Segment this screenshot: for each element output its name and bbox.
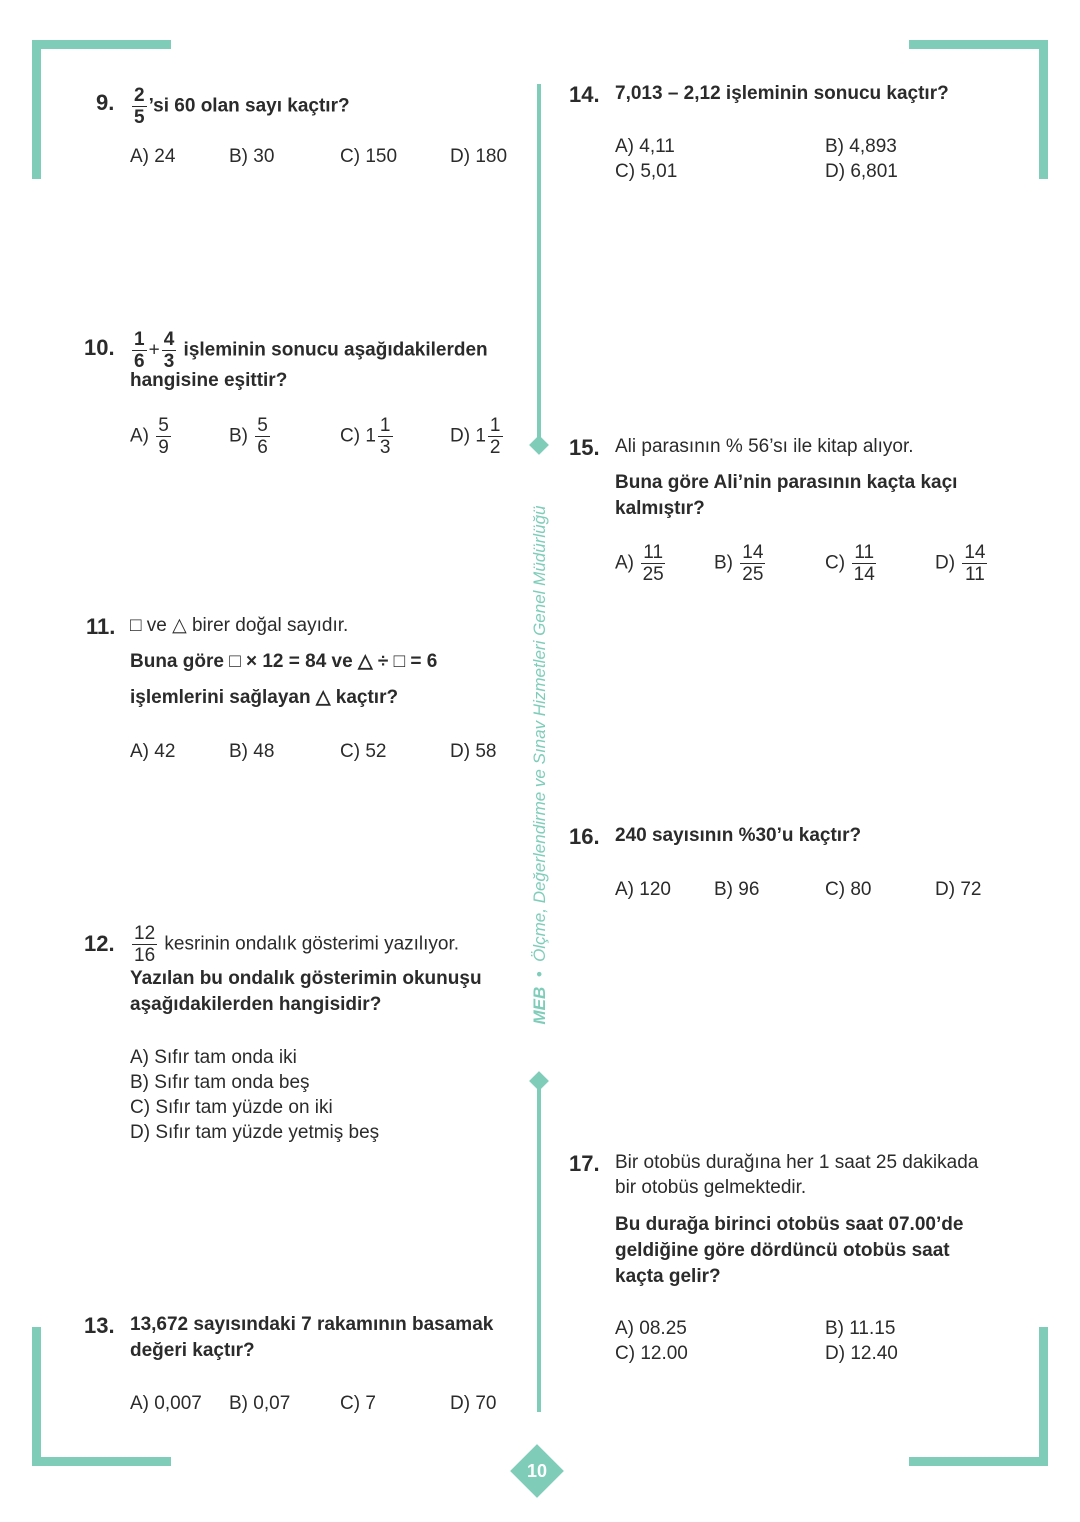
- column-divider-bottom: [537, 1080, 541, 1412]
- question-17-premise: Bir otobüs durağına her 1 saat 25 dakikada: [615, 1152, 979, 1173]
- q10-option-d[interactable]: D) 1 $\frac{1}{2}$: [450, 415, 501, 458]
- q9-option-d[interactable]: D) 180: [450, 146, 508, 167]
- q10-option-b[interactable]: B) $\frac{5}{6}$: [229, 415, 268, 458]
- q15-option-a[interactable]: A) $\frac{11}{25}$: [615, 542, 664, 585]
- q13-option-d[interactable]: D) 70: [450, 1393, 497, 1414]
- q17-option-d[interactable]: D) 12.40: [825, 1343, 898, 1364]
- question-15-text: Buna göre Ali’nin parasının kaçta kaçı: [615, 472, 958, 493]
- q9-option-a[interactable]: A) 24: [130, 146, 176, 167]
- q11-option-c[interactable]: C) 52: [340, 741, 387, 762]
- question-11-text: Buna göre □ × 12 = 84 ve △ ÷ □ = 6: [130, 651, 438, 672]
- question-10-text-line2: hangisine eşittir?: [130, 370, 288, 391]
- q11-option-d[interactable]: D) 58: [450, 741, 497, 762]
- question-9-number: 9.: [96, 90, 115, 115]
- question-17-premise-line2: bir otobüs gelmektedir.: [615, 1177, 807, 1198]
- side-publisher-text: MEB • Ölçme, Değerlendirme ve Sınav Hizmetleri Genel Müdürlüğü: [530, 505, 549, 1025]
- question-14-text: 7,013 – 2,12 işleminin sonucu kaçtır?: [615, 83, 949, 104]
- question-11-premise: □ ve △ birer doğal sayıdır.: [130, 615, 349, 636]
- q16-option-d[interactable]: D) 72: [935, 879, 982, 900]
- column-divider-top: [537, 84, 541, 444]
- q13-option-b[interactable]: B) 0,07: [229, 1393, 291, 1414]
- question-17-text-line2: geldiğine göre dördüncü otobüs saat: [615, 1240, 950, 1261]
- q17-option-a[interactable]: A) 08.25: [615, 1318, 687, 1339]
- q10-option-a[interactable]: A) $\frac{5}{9}$: [130, 415, 169, 458]
- question-13-text-line2: değeri kaçtır?: [130, 1340, 255, 1361]
- question-13-text: 13,672 sayısındaki 7 rakamının basamak: [130, 1314, 494, 1335]
- q11-option-a[interactable]: A) 42: [130, 741, 176, 762]
- q17-option-c[interactable]: C) 12.00: [615, 1343, 688, 1364]
- q14-option-d[interactable]: D) 6,801: [825, 161, 898, 182]
- q14-option-b[interactable]: B) 4,893: [825, 136, 897, 157]
- question-14-number: 14.: [569, 82, 600, 107]
- page-number: 10: [526, 1461, 548, 1481]
- question-15-premise: Ali parasının % 56’sı ile kitap alıyor.: [615, 436, 914, 457]
- q12-option-d[interactable]: D) Sıfır tam yüzde yetmiş beş: [130, 1122, 380, 1143]
- question-16-number: 16.: [569, 824, 600, 849]
- corner-bracket-bottom-right: [909, 1327, 1048, 1466]
- question-15-text-line2: kalmıştır?: [615, 498, 705, 519]
- question-9-text: $\frac{2}{5}$ ’si 60 olan sayı kaçtır?: [134, 85, 350, 128]
- q17-option-b[interactable]: B) 11.15: [825, 1318, 896, 1339]
- divider-diamond-bottom: [529, 1071, 549, 1091]
- question-16-text: 240 sayısının %30’u kaçtır?: [615, 825, 862, 846]
- question-12-number: 12.: [84, 931, 115, 956]
- q12-option-b[interactable]: B) Sıfır tam onda beş: [130, 1072, 310, 1093]
- q15-option-c[interactable]: C) $\frac{11}{14}$: [825, 542, 875, 585]
- corner-bracket-top-right: [909, 40, 1048, 179]
- q12-option-a[interactable]: A) Sıfır tam onda iki: [130, 1047, 297, 1068]
- q11-option-b[interactable]: B) 48: [229, 741, 275, 762]
- divider-diamond-top: [529, 435, 549, 455]
- q16-option-b[interactable]: B) 96: [714, 879, 760, 900]
- q9-option-c[interactable]: C) 150: [340, 146, 398, 167]
- question-10-text: $\frac{1}{6}$ + $\frac{4}{3}$ işleminin sonucu aşağıdakilerden: [134, 329, 488, 372]
- q15-option-d[interactable]: D) $\frac{14}{11}$: [935, 542, 986, 585]
- question-12-text-line2: aşağıdakilerden hangisidir?: [130, 994, 382, 1015]
- question-17-number: 17.: [569, 1151, 600, 1176]
- question-13-number: 13.: [84, 1313, 115, 1338]
- q10-option-c[interactable]: C) 1 $\frac{1}{3}$: [340, 415, 391, 458]
- q12-option-c[interactable]: C) Sıfır tam yüzde on iki: [130, 1097, 333, 1118]
- question-15-number: 15.: [569, 435, 600, 460]
- question-17-text-line3: kaçta gelir?: [615, 1266, 721, 1287]
- q15-option-b[interactable]: B) $\frac{14}{25}$: [714, 542, 764, 585]
- question-10-number: 10.: [84, 335, 115, 360]
- q13-option-a[interactable]: A) 0,007: [130, 1393, 202, 1414]
- q16-option-a[interactable]: A) 120: [615, 879, 671, 900]
- q14-option-a[interactable]: A) 4,11: [615, 136, 675, 157]
- question-11-text-line2: işlemlerini sağlayan △ kaçtır?: [130, 687, 399, 708]
- q14-option-c[interactable]: C) 5,01: [615, 161, 678, 182]
- question-17-text: Bu durağa birinci otobüs saat 07.00’de: [615, 1214, 964, 1235]
- question-11-number: 11.: [86, 614, 116, 639]
- question-12-text: Yazılan bu ondalık gösterimin okunuşu: [130, 968, 482, 989]
- question-12-premise: $\frac{12}{16}$ kesrinin ondalık gösterimi yazılıyor.: [134, 923, 460, 966]
- q16-option-c[interactable]: C) 80: [825, 879, 872, 900]
- q13-option-c[interactable]: C) 7: [340, 1393, 376, 1414]
- q9-option-b[interactable]: B) 30: [229, 146, 275, 167]
